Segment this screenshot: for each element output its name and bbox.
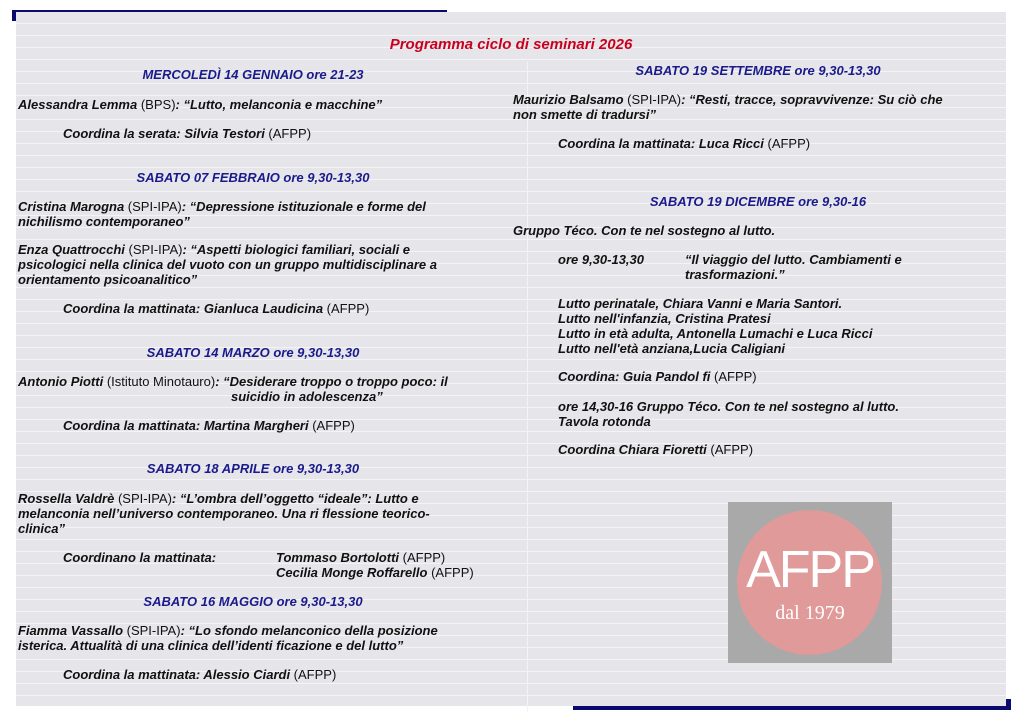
seminar-coord-dec-1: Coordina: Guia Pandol fi (AFPP) [558,369,757,384]
seminar-speaker-apr: Rossella Valdrè (SPI-IPA): “L’ombra dell’oggetto “ideale”: Lutto e melanconia nell’universo contemporaneo. Una ri flessione teorico- clinica” [18,491,430,536]
seminar-coord-jan: Coordina la serata: Silvia Testori (AFPP) [63,126,312,141]
seminar-date-dec: SABATO 19 DICEMBRE ore 9,30-16 [649,194,867,209]
seminar-coord-feb: Coordina la mattinata: Gianluca Laudicina (AFPP) [63,301,370,316]
seminar-speaker-sep: Maurizio Balsamo (SPI-IPA): “Resti, tracce, sopravvivenze: Su ciò che non smette di tradursi” [513,92,943,122]
seminar-speaker-may: Fiamma Vassallo (SPI-IPA): “Lo sfondo melanconico della posizione isterica. Attualità di una clinica dell’identi ficazione e del lutto” [18,623,438,653]
seminar-coord-apr-names: Tommaso Bortolotti (AFPP) Cecilia Monge Roffarello (AFPP) [276,550,474,580]
seminar-talk-mar-cont: suicidio in adolescenza” [231,389,383,404]
seminar-coord-sep: Coordina la mattinata: Luca Ricci (AFPP) [558,136,811,151]
seminar-coord-apr-label: Coordinano la mattinata: [63,550,217,565]
column-divider [527,62,528,712]
list-item: Lutto in età adulta, Antonella Lumachi e Luca Ricci [558,326,873,341]
seminar-date-jan: MERCOLEDÌ 14 GENNAIO ore 21-23 [142,67,364,82]
seminar-date-mar: SABATO 14 MARZO ore 9,30-13,30 [146,345,360,360]
seminar-date-sep: SABATO 19 SETTEMBRE ore 9,30-13,30 [635,63,881,78]
seminar-time-dec: ore 9,30-13,30 [558,252,645,267]
seminar-date-may: SABATO 16 MAGGIO ore 9,30-13,30 [143,594,363,609]
seminar-speaker-jan: Alessandra Lemma (BPS): “Lutto, melanconia e macchine” [18,97,383,112]
seminar-coord-may: Coordina la mattinata: Alessio Ciardi (AFPP) [63,667,337,682]
seminar-list-dec [558,296,872,356]
seminar-coord-mar: Coordina la mattinata: Martina Margheri (AFPP) [63,418,355,433]
seminar-date-apr: SABATO 18 APRILE ore 9,30-13,30 [146,461,360,476]
seminar-date-feb: SABATO 07 FEBBRAIO ore 9,30-13,30 [136,170,370,185]
seminar-speaker-mar: Antonio Piotti (Istituto Minotauro): “Desiderare troppo o troppo poco: il [18,374,448,389]
logo-wordmark: AFPP [746,541,874,599]
seminar-speaker-feb-1: Cristina Marogna (SPI-IPA): “Depressione istituzionale e forme del nichilismo contemporaneo” [18,199,426,229]
logo-since: dal 1979 [775,602,845,624]
program-title: Programma ciclo di seminari 2026 [389,36,633,53]
seminar-afternoon-dec: ore 14,30-16 Gruppo Téco. Con te nel sostegno al lutto. Tavola rotonda [558,399,899,429]
list-item: Lutto perinatale, Chiara Vanni e Maria Santori. [558,296,843,311]
seminar-talk-dec: “Il viaggio del lutto. Cambiamenti e trasformazioni.” [685,252,902,282]
list-item: Lutto nell'età anziana,Lucia Caligiani [558,341,786,356]
list-item: Lutto nell'infanzia, Cristina Pratesi [558,311,771,326]
seminar-intro-dec: Gruppo Téco. Con te nel sostegno al lutto. [513,223,776,238]
seminar-coord-dec-2: Coordina Chiara Fioretti (AFPP) [558,442,754,457]
afpp-logo [728,502,892,663]
program-sheet [16,12,1006,706]
seminar-speaker-feb-2: Enza Quattrocchi (SPI-IPA): “Aspetti biologici familiari, sociali e psicologici nella clinica del vuoto con un gruppo multidisciplinare a orientamento psicoanalitico” [18,242,437,287]
